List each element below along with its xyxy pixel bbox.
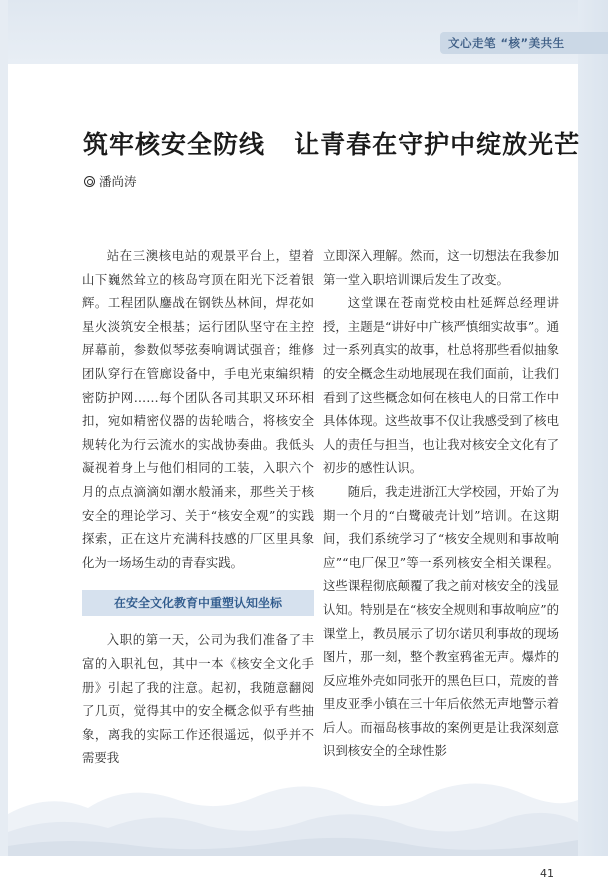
- section-heading: 在安全文化教育中重塑认知坐标: [82, 590, 314, 616]
- paragraph-continuation: 立即深入理解。然而，这一切想法在我参加第一堂入职培训课后发生了改变。: [323, 248, 559, 287]
- paragraph: 随后，我走进浙江大学校园，开始了为期一个月的“白鹭破壳计划”培训。在这期间，我们系统学习了“核安全规则和事故响应”“电厂保卫”等一系列核安全相关课程。这些课程彻底颠覆了我之前对核安全的浅显认知。特别是在“核安全规则和事故响应”的课堂上，教员展示了切尔诺贝利事故的现场图片，那一刻，整个教室鸦雀无声。爆炸的反应堆外壳如同张开的黑色巨口，荒废的普里皮亚季小镇在三十年后依然无声地警示着后人。而福岛核事故的案例更是让我深刻意识到核安全的全球性影: [323, 483, 559, 759]
- page-frame-right: [578, 0, 608, 856]
- right-column: [323, 244, 559, 763]
- article-page: [8, 64, 581, 880]
- page-frame-left: [0, 0, 8, 856]
- author-line: [84, 172, 137, 190]
- bullseye-icon: [84, 176, 95, 187]
- article-title: 筑牢核安全防线 让青春在守护中绽放光芒: [83, 130, 581, 159]
- page-number: 41: [540, 867, 554, 880]
- paragraph: 入职的第一天，公司为我们准备了丰富的入职礼包，其中一本《核安全文化手册》引起了我的注意。起初，我随意翻阅了几页，觉得其中的安全概念似乎有些抽象，离我的实际工作还很遥远，似乎并不需要我: [82, 632, 314, 766]
- section-label: 文心走笔 “核”美共生: [448, 36, 565, 50]
- left-column: [82, 244, 314, 770]
- paragraph: 这堂课在苍南党校由杜延辉总经理讲授，主题是“讲好中广核严慎细实故事”。通过一系列真实的故事，杜总将那些看似抽象的安全概念生动地展现在我们面前，让我们看到了这些概念如何在核电人的日常工作中具体体现。这些故事不仅让我感受到了核电人的责任与担当，也让我对核安全文化有了初步的感性认识。: [323, 295, 559, 476]
- paragraph: 站在三澳核电站的观景平台上，望着山下巍然耸立的核岛穹顶在阳光下泛着银辉。工程团队鏖战在钢铁丛林间，焊花如星火淡筑安全根基；运行团队坚守在主控屏幕前，参数似琴弦奏响调试强音；维修团队穿行在管廊设备中，手电光束编织精密防护网……每个团队各司其职又环环相扣，宛如精密仪器的齿轮啮合，将核安全规转化为行云流水的实战协奏曲。我低头凝视着身上与他们相同的工装，入职六个月的点点滴滴如潮水般涌来，那些关于核安全的理论学习、关于“核安全观”的实践探索，正在这片充满科技感的厂区里具象化为一场场生动的青春实践。: [82, 248, 314, 570]
- author-name: 潘尚涛: [99, 174, 137, 189]
